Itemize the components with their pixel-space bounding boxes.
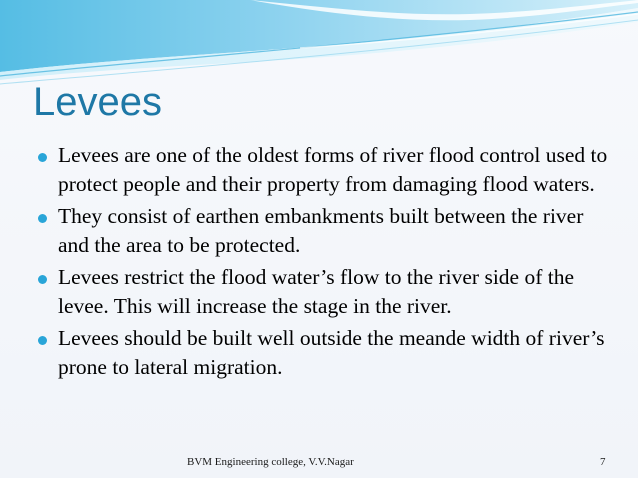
bullet-list (38, 141, 608, 385)
bullet-text: They consist of earthen embankments built between the river and the area to be protected. (58, 204, 584, 257)
slide-title: Levees (33, 80, 162, 124)
bullet-text: Levees restrict the flood water’s flow to the river side of the levee. This will increase the stage in the river. (58, 265, 575, 318)
footer-text: BVM Engineering college, V.V.Nagar (187, 456, 354, 468)
bullet-text: Levees should be built well outside the meande width of river’s prone to lateral migration. (58, 326, 605, 379)
bullet-item (38, 202, 608, 260)
header-wave-decoration (0, 0, 638, 90)
bullet-marker-icon (38, 214, 47, 223)
bullet-item (38, 141, 608, 199)
bullet-item (38, 324, 608, 382)
bullet-item (38, 263, 608, 321)
bullet-marker-icon (38, 275, 47, 284)
bullet-marker-icon (38, 153, 47, 162)
page-number: 7 (600, 456, 606, 468)
bullet-marker-icon (38, 336, 47, 345)
bullet-text: Levees are one of the oldest forms of river flood control used to protect people and their property from damaging flood waters. (58, 143, 608, 196)
